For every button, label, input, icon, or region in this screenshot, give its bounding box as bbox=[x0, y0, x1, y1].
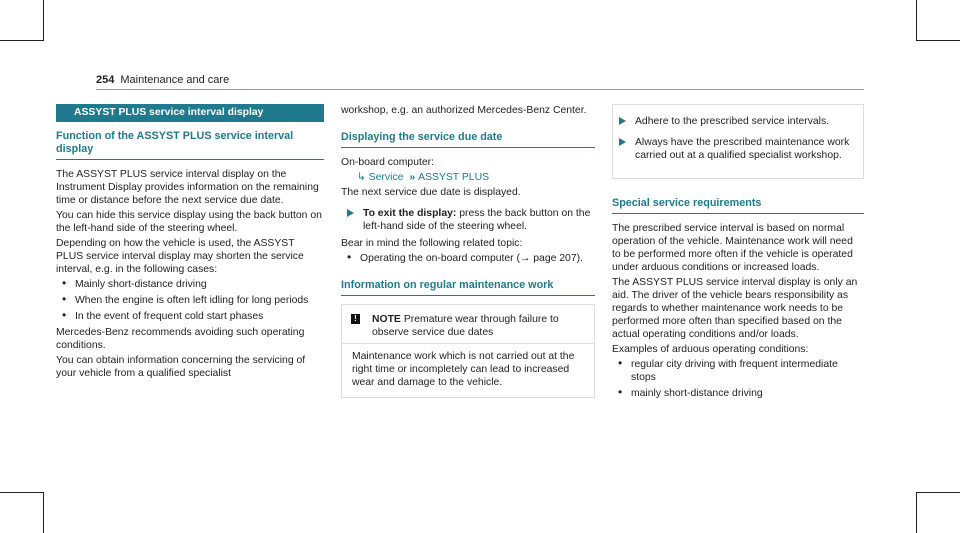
paragraph: The ASSYST PLUS service interval display on the Instrument Display provides information on the remaining time or distance before the next service due date. bbox=[56, 169, 319, 206]
paragraph: The prescribed service interval is based on normal operation of the vehicle. Maintenance work will need to be performed more often if the vehicle is operated under arduous conditions or increased loads. bbox=[612, 223, 853, 273]
paragraph: You can hide this service display using the back button on the left-hand side of the steering wheel. bbox=[56, 210, 322, 234]
column-right bbox=[612, 104, 864, 403]
step-label: To exit the display: bbox=[363, 208, 457, 219]
double-chevron-icon: » bbox=[409, 172, 416, 183]
paragraph: You can obtain information concerning the servicing of your vehicle from a qualified specialist bbox=[56, 355, 306, 379]
paragraph: Mercedes-Benz recommends avoiding such operating conditions. bbox=[56, 327, 305, 351]
turn-arrow-icon: ↳ bbox=[357, 172, 366, 183]
paragraph: Examples of arduous operating conditions: bbox=[612, 344, 809, 355]
instruction-step bbox=[341, 207, 595, 233]
list-item: • mainly short-distance driving bbox=[612, 387, 864, 400]
crop-mark bbox=[0, 40, 44, 41]
paragraph: Depending on how the vehicle is used, the ASSYST PLUS service interval display may shorten the service interval, e.g. in the following cases: bbox=[56, 238, 304, 275]
bullet-list bbox=[56, 278, 324, 323]
steps-box bbox=[612, 104, 864, 179]
section-heading: Special service requirements bbox=[612, 197, 864, 214]
crop-mark bbox=[0, 492, 44, 493]
note-header bbox=[342, 305, 594, 344]
section-title-bar: ASSYST PLUS service interval display bbox=[56, 104, 324, 122]
crop-mark bbox=[916, 492, 917, 533]
paragraph: The next service due date is displayed. bbox=[341, 187, 521, 198]
section-heading: Information on regular maintenance work bbox=[341, 279, 595, 296]
instruction-step bbox=[613, 136, 853, 162]
column-left bbox=[56, 104, 324, 382]
section-heading: Function of the ASSYST PLUS service interval display bbox=[56, 130, 324, 160]
chapter-title: Maintenance and care bbox=[120, 74, 230, 86]
step-arrow-icon bbox=[347, 209, 354, 217]
crop-mark bbox=[916, 0, 917, 40]
step-text: Always have the prescribed maintenance work carried out at a qualified specialist workshop. bbox=[635, 137, 850, 161]
column-middle bbox=[341, 104, 595, 398]
bullet-list bbox=[612, 358, 864, 400]
crop-mark bbox=[43, 0, 44, 40]
list-item: • When the engine is often left idling for long periods bbox=[56, 294, 324, 307]
crop-mark bbox=[43, 492, 44, 533]
note-box bbox=[341, 304, 595, 398]
warning-icon: ! bbox=[351, 314, 360, 324]
step-text: press the back button on the left-hand side of the steering wheel. bbox=[363, 208, 591, 232]
paragraph: The ASSYST PLUS service interval display is only an aid. The driver of the vehicle bears responsibility as regards to whether maintenance work needs to be performed more often than specified based on the actual operating conditions and/or loads. bbox=[612, 277, 858, 340]
step-arrow-icon bbox=[619, 117, 626, 125]
path-item-service: Service bbox=[368, 172, 404, 183]
list-item: • Operating the on-board computer (→ page 207). bbox=[341, 252, 595, 265]
page-number: 254 bbox=[96, 74, 115, 86]
header-divider bbox=[96, 89, 864, 90]
instruction-step bbox=[613, 115, 853, 128]
path-item-assyst: ASSYST PLUS bbox=[418, 172, 489, 183]
paragraph: Bear in mind the following related topic: bbox=[341, 238, 523, 249]
onboard-label: On-board computer: bbox=[341, 157, 434, 168]
list-item: • regular city driving with frequent intermediate stops bbox=[612, 358, 864, 384]
crop-mark bbox=[916, 492, 960, 493]
list-item: • In the event of frequent cold start phases bbox=[56, 310, 324, 323]
bullet-list bbox=[341, 252, 595, 265]
page-header bbox=[96, 74, 229, 86]
section-heading: Displaying the service due date bbox=[341, 131, 595, 148]
crop-mark bbox=[916, 40, 960, 41]
step-text: Adhere to the prescribed service intervals. bbox=[635, 116, 830, 127]
note-title: NOTE bbox=[372, 314, 401, 325]
step-arrow-icon bbox=[619, 138, 626, 146]
menu-path bbox=[341, 171, 595, 184]
note-header-text: Premature wear through failure to observe service due dates bbox=[372, 314, 559, 338]
paragraph: workshop, e.g. an authorized Mercedes-Benz Center. bbox=[341, 105, 587, 116]
note-body: Maintenance work which is not carried out at the right time or incompletely can lead to increased wear and damage to the vehicle. bbox=[352, 351, 575, 388]
list-item: • Mainly short-distance driving bbox=[56, 278, 324, 291]
